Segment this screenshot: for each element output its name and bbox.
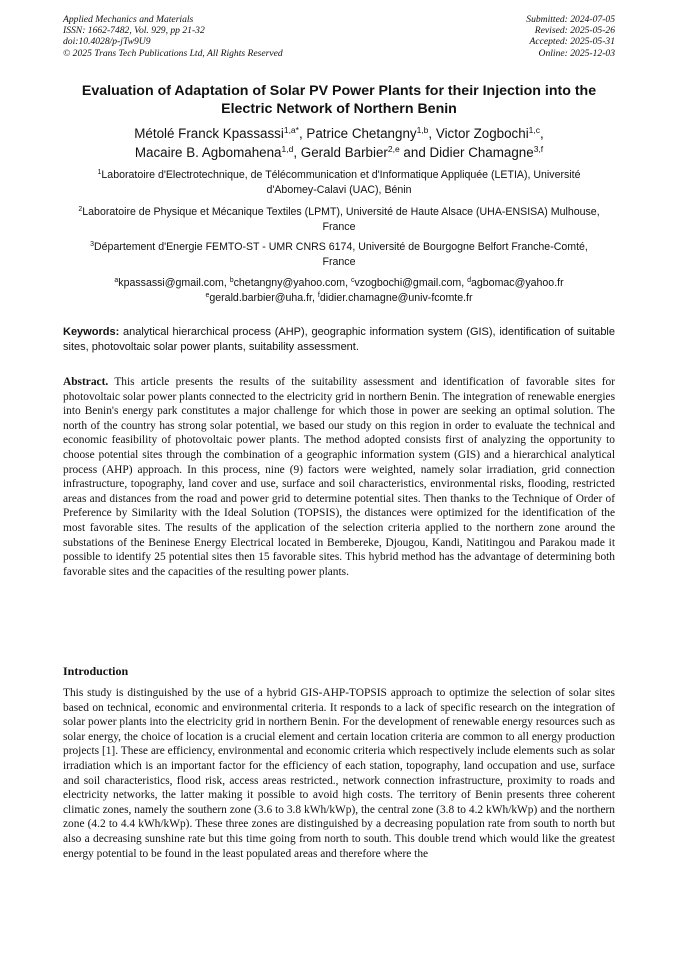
copyright: © 2025 Trans Tech Publications Ltd, All Rights Reserved [63,47,283,59]
issn: ISSN: 1662-7482, Vol. 929, pp 21-32 [63,25,205,37]
revised-date: Revised: 2025-05-26 [534,25,615,37]
dates [526,14,615,59]
author: Macaire B. Agbomahena$^{1,d}$, [134,144,301,160]
keywords [63,325,615,354]
online-date: Online: 2025-12-03 [538,47,615,59]
email-link[interactable]: chetangny@yahoo.com [233,277,346,289]
author: Gerald Barbier$^{2,e}$ and [300,144,430,160]
email-link[interactable]: didier.chamagne@univ-fcomte.fr [319,291,473,304]
email-link[interactable]: vzogbochi@gmail.com [354,277,462,289]
keywords-text: analytical hierarchical process (AHP), geographic information system (GIS), identification of suitable sites, photovoltaic solar power plants, suitability assessment. [63,326,615,353]
author: Victor Zogbochi$^{1,c}$, [435,125,544,141]
author-list [63,124,615,162]
email-list: $^a$kpassassi@gmail.com, $^b$chetangny@yahoo.com, $^c$vzogbochi@gmail.com, $^d$agbomac@yahoo.fr $^e$gerald.barbier@uha.fr, $^f$didier.chamagne@univ-fcomte.fr [114,277,564,304]
abstract-text: This article presents the results of the suitability assessment and identification of favorable sites for photovoltaic solar power plants connected to the electricity grid in northern Benin. The integration of renewable energies into Benin's energy park constitutes a major challenge for which those in power are seeking an optimal solution. The north of the country has strong solar potential, we based our study on this region in order to evaluate the technical and economic feasibility of photovoltaic power plants. The method adopted consists first of analyzing the opportunity to choose potential sites through the combination of a geographic information system (GIS) and a hierarchical analytical process (AHP) approach. In this process, nine (9) factors were weighted, namely solar irradiation, grid connection infrastructure, topography, land cover and use, surface and soil characteristics, environmental risks, flooding, restricted areas and distances from the road and power grid to determine potential sites. Then thanks to the Technique of Order of Preference by Similarity with the Ideal Solution (TOPSIS), the distances were optimized for the identification of the most favorable sites. The results of the application of the selection criteria applied to the northern zone around the substations of the Beninese Energy Electrical located in Bembereke, Djougou, Kandi, Natitingou and Parakou made it possible to identify 25 potential sites then 15 favorable sites. This hybrid method has the advantage of determining both favorable sites and the capacities of the resulting power plants. [63,376,615,578]
section-heading-introduction: Introduction [63,664,129,678]
email-link[interactable]: kpassassi@gmail.com [118,277,224,289]
accepted-date: Accepted: 2025-05-31 [529,36,615,48]
affiliation-2: $^2$Laboratoire de Physique et Mécanique Textiles (LPMT), Université de Haute Alsace (UHA-ENSISA) Mulhouse, France [78,206,600,233]
submitted-date: Submitted: 2024-07-05 [526,14,615,25]
introduction-text: This study is distinguished by the use of a hybrid GIS-AHP-TOPSIS approach to optimize the selection of solar sites based on technical, economic and environmental criteria. It responds to a lack of specific research on the integration of solar power plants into the electricity grid in northern Benin. For the development of renewable energy resources such as solar energy, the choice of location is a crucial element and certain location criteria are common to all energy production projects [1]. These are efficiency, environmental and economic criteria which respectively include elements such as solar irradiation which is an important factor for the efficiency of each station, topography, land occupation and use, surface and soil characteristics, flood risk, access areas restricted., network connection infrastructure, proximity to roads and electricity networks, the latter making it possible to avoid high costs. The territory of Benin presents three coherent climatic zones, namely the southern zone (3.6 to 3.8 kWh/kWp), the central zone (3.8 to 4.2 kWh/kWp) and the northern zone (4.2 to 4.4 kWh/kWp). These three zones are distinguished by a decreasing population rate from south to north but also a decreasing sunshine rate but this time going from north to south. This double trend which would like the greatest energy potential to be found in the least populated areas and therefore where the [63,687,615,860]
abstract [63,375,615,579]
email-link[interactable]: agbomac@yahoo.fr [471,277,564,289]
author: Métolé Franck Kpassassi$^{1,a*}$, [134,125,307,141]
abstract-label: Abstract. [63,376,109,388]
journal-info [63,14,283,59]
affiliation-3: $^3$Département d'Energie FEMTO-ST - UMR CNRS 6174, Université de Bourgogne Belfort Franche-Comté, France [90,241,588,268]
paper-title: Evaluation of Adaptation of Solar PV Power Plants for their Injection into the Electric Network of Northern Benin [81,83,597,117]
doi: doi:10.4028/p-jTw9U9 [63,36,151,48]
author: Patrice Chetangny$^{1,b}$, [306,125,436,141]
author: Didier Chamagne$^{3,f}$ [429,144,544,160]
journal-name: Applied Mechanics and Materials [63,14,194,25]
keywords-label: Keywords: [63,326,120,338]
email-link[interactable]: gerald.barbier@uha.fr [209,291,313,304]
affiliation-1: $^1$Laboratoire d'Electrotechnique, de Télécommunication et d'Informatique Appliquée (LETIA), Université d'Abomey-Calavi (UAC), Bénin [97,169,581,196]
